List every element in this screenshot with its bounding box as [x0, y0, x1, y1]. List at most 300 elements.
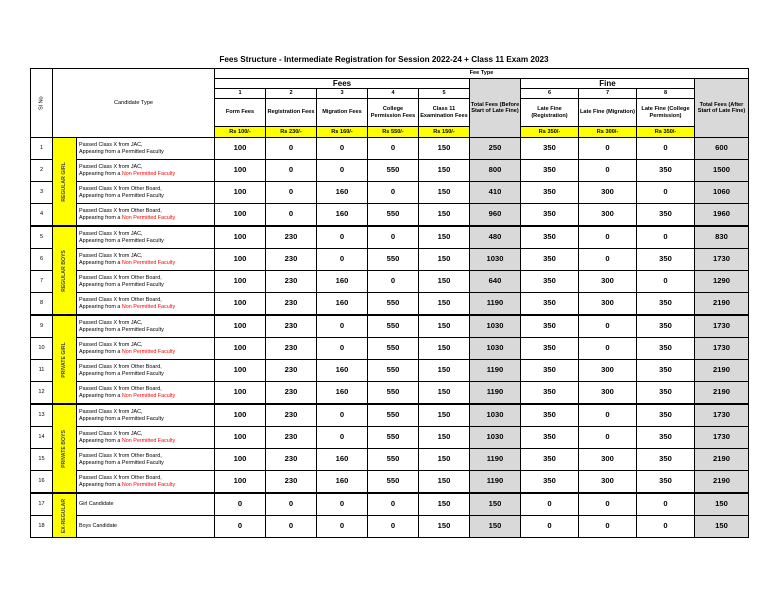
fee-cell: 350: [637, 293, 695, 316]
col-amount: Rs 300/-: [579, 127, 637, 138]
fee-cell: 550: [368, 204, 419, 227]
candidate-type-line: Passed Class X from Other Board,: [79, 452, 162, 459]
table-row: [31, 315, 749, 338]
fee-cell: 0: [368, 226, 419, 249]
fine-group-header: Fine: [521, 79, 695, 89]
fee-cell: 150: [419, 404, 470, 427]
fee-cell: 0: [317, 493, 368, 516]
col-amount: Rs 100/-: [215, 127, 266, 138]
fee-cell: 150: [419, 338, 470, 360]
col-amount: Rs 160/-: [317, 127, 368, 138]
fee-cell: 160: [317, 471, 368, 494]
fee-cell: 160: [317, 382, 368, 405]
fee-cell: 100: [215, 404, 266, 427]
non-permitted-warning: Non Permitted Faculty: [121, 392, 176, 399]
col-num: 4: [368, 89, 419, 99]
sl-no-cell: 8: [31, 293, 53, 316]
fee-cell: 230: [266, 293, 317, 316]
fee-cell: 0: [266, 182, 317, 204]
fee-cell: 550: [368, 449, 419, 471]
candidate-type-line: [79, 438, 214, 445]
total-before-cell: 480: [470, 226, 521, 249]
candidate-type-text: Appearing from a: [79, 481, 122, 488]
candidate-type-line: [79, 171, 214, 178]
candidate-type-line: [79, 327, 214, 334]
fee-cell: 160: [317, 293, 368, 316]
sl-no-cell: 9: [31, 315, 53, 338]
fee-cell: 0: [579, 226, 637, 249]
candidate-type-line: Passed Class X from JAC,: [79, 230, 143, 237]
total-after-cell: 1960: [695, 204, 749, 227]
fee-cell: 550: [368, 427, 419, 449]
candidate-type-text: Appearing from a: [79, 259, 122, 266]
candidate-type-text: Appearing from a Permitted Faculty: [79, 459, 164, 466]
candidate-type-cell: [77, 293, 215, 316]
fee-cell: 350: [637, 382, 695, 405]
candidate-type-text: Appearing from a Permitted Faculty: [79, 237, 164, 244]
total-after-cell: 2190: [695, 360, 749, 382]
col-num: 8: [637, 89, 695, 99]
fee-cell: 0: [579, 493, 637, 516]
category-label: [53, 493, 77, 538]
fee-cell: 550: [368, 360, 419, 382]
fee-type-header: Fee Type: [215, 69, 749, 79]
total-after-cell: 1500: [695, 160, 749, 182]
total-before-cell: 250: [470, 138, 521, 160]
total-before-cell: 1190: [470, 449, 521, 471]
category-label: [53, 315, 77, 404]
fee-cell: 0: [317, 516, 368, 538]
fee-cell: 150: [419, 427, 470, 449]
fee-cell: 150: [419, 160, 470, 182]
sl-no-cell: 17: [31, 493, 53, 516]
fee-cell: 100: [215, 249, 266, 271]
fee-cell: 160: [317, 271, 368, 293]
fee-cell: 350: [521, 315, 579, 338]
col-amount: Rs 230/-: [266, 127, 317, 138]
col-label-late-fine-college-permission: Late Fine (College Permission): [637, 99, 695, 127]
total-before-cell: 1030: [470, 427, 521, 449]
col-label-late-fine-migration: Late Fine (Migration): [579, 99, 637, 127]
candidate-type-line: Passed Class X from Other Board,: [79, 296, 162, 303]
total-before-cell: 1190: [470, 293, 521, 316]
total-after-cell: 1730: [695, 249, 749, 271]
fee-cell: 0: [368, 493, 419, 516]
col-num: 7: [579, 89, 637, 99]
candidate-type-cell: [77, 138, 215, 160]
sl-no-cell: 6: [31, 249, 53, 271]
fee-cell: 150: [419, 360, 470, 382]
fee-cell: 350: [521, 360, 579, 382]
candidate-type-cell: [77, 204, 215, 227]
fee-cell: 550: [368, 315, 419, 338]
sl-no-cell: 7: [31, 271, 53, 293]
fee-cell: 100: [215, 382, 266, 405]
fee-cell: 350: [637, 160, 695, 182]
candidate-type-line: Passed Class X from JAC,: [79, 430, 143, 437]
candidate-type-cell: Boys Candidate: [77, 516, 215, 538]
candidate-type-text: Appearing from a: [79, 303, 122, 310]
category-text: EX-REGULAR: [60, 498, 67, 533]
candidate-type-line: [79, 349, 214, 356]
category-label: [53, 226, 77, 315]
fee-cell: 0: [368, 138, 419, 160]
candidate-type-line: Passed Class X from Other Board,: [79, 385, 162, 392]
fee-cell: 100: [215, 427, 266, 449]
sl-no-cell: 10: [31, 338, 53, 360]
fee-cell: 350: [521, 471, 579, 494]
fee-cell: 100: [215, 226, 266, 249]
fees-table: [30, 68, 749, 538]
fee-cell: 350: [521, 338, 579, 360]
sl-no-cell: 18: [31, 516, 53, 538]
fee-cell: 0: [637, 493, 695, 516]
fee-cell: 0: [579, 516, 637, 538]
total-before-cell: 640: [470, 271, 521, 293]
fee-cell: 0: [637, 182, 695, 204]
fee-cell: 550: [368, 293, 419, 316]
sl-no-cell: 4: [31, 204, 53, 227]
total-before-cell: 1030: [470, 249, 521, 271]
fees-table-body: [31, 69, 749, 538]
candidate-type-text: Appearing from a: [79, 392, 122, 399]
fee-cell: 0: [266, 160, 317, 182]
total-after-cell: 1060: [695, 182, 749, 204]
sl-no-header: Sl No: [31, 69, 53, 138]
total-before-cell: 1030: [470, 315, 521, 338]
candidate-type-text: Appearing from a: [79, 214, 122, 221]
candidate-type-line: Passed Class X from Other Board,: [79, 274, 162, 281]
fee-cell: 550: [368, 249, 419, 271]
fee-cell: 550: [368, 338, 419, 360]
fee-cell: 350: [637, 204, 695, 227]
table-row: [31, 293, 749, 316]
fee-cell: 0: [579, 338, 637, 360]
fee-cell: 350: [521, 182, 579, 204]
table-row: [31, 493, 749, 516]
table-row: [31, 360, 749, 382]
col-label-late-fine-registration: Late Fine (Registration): [521, 99, 579, 127]
table-row: [31, 204, 749, 227]
candidate-type-header: Candidate Type: [53, 69, 215, 138]
fee-cell: 150: [419, 249, 470, 271]
fee-cell: 0: [579, 138, 637, 160]
total-after-cell: 1730: [695, 404, 749, 427]
col-num: 6: [521, 89, 579, 99]
sl-no-cell: 12: [31, 382, 53, 405]
fee-cell: 300: [579, 271, 637, 293]
fee-cell: 0: [579, 427, 637, 449]
total-before-cell: 1030: [470, 338, 521, 360]
fee-cell: 350: [521, 404, 579, 427]
fee-cell: 0: [317, 249, 368, 271]
sl-no-cell: 13: [31, 404, 53, 427]
candidate-type-line: Passed Class X from JAC,: [79, 408, 143, 415]
candidate-type-line: Passed Class X from JAC,: [79, 163, 143, 170]
fee-cell: 300: [579, 471, 637, 494]
fee-cell: 350: [521, 160, 579, 182]
fee-cell: 350: [637, 427, 695, 449]
fee-cell: 350: [637, 338, 695, 360]
category-label: [53, 138, 77, 227]
table-row: [31, 338, 749, 360]
total-after-cell: 1730: [695, 315, 749, 338]
table-row: [31, 382, 749, 405]
fee-cell: 150: [419, 138, 470, 160]
total-before-cell: 800: [470, 160, 521, 182]
fee-cell: 0: [579, 315, 637, 338]
candidate-type-cell: [77, 382, 215, 405]
candidate-type-cell: [77, 449, 215, 471]
fee-cell: 100: [215, 293, 266, 316]
fee-cell: 300: [579, 382, 637, 405]
total-after-cell: 1290: [695, 271, 749, 293]
fee-cell: 350: [521, 427, 579, 449]
fee-cell: 350: [637, 360, 695, 382]
fee-cell: 0: [368, 516, 419, 538]
candidate-type-cell: [77, 160, 215, 182]
fee-cell: 100: [215, 338, 266, 360]
col-num: 1: [215, 89, 266, 99]
candidate-type-line: Passed Class X from JAC,: [79, 319, 143, 326]
fee-cell: 0: [215, 493, 266, 516]
non-permitted-warning: Non Permitted Faculty: [121, 214, 176, 221]
table-row: [31, 427, 749, 449]
fee-cell: 0: [317, 404, 368, 427]
col-label-college-permission-fees: College Permission Fees: [368, 99, 419, 127]
candidate-type-cell: [77, 338, 215, 360]
total-before-cell: 1190: [470, 382, 521, 405]
fee-cell: 230: [266, 471, 317, 494]
candidate-type-cell: [77, 404, 215, 427]
candidate-type-cell: [77, 315, 215, 338]
fee-cell: 160: [317, 204, 368, 227]
non-permitted-warning: Non Permitted Faculty: [121, 303, 176, 310]
candidate-type-line: Passed Class X from Other Board,: [79, 207, 162, 214]
candidate-type-line: [79, 393, 214, 400]
total-before-cell: 1190: [470, 360, 521, 382]
fee-cell: 0: [317, 338, 368, 360]
candidate-type-line: [79, 238, 214, 245]
category-text: PRIVATE BOYS: [60, 429, 67, 468]
candidate-type-line: [79, 482, 214, 489]
fee-cell: 100: [215, 271, 266, 293]
fee-cell: 150: [419, 449, 470, 471]
fee-cell: 0: [579, 160, 637, 182]
fee-cell: 230: [266, 271, 317, 293]
table-row: [31, 516, 749, 538]
candidate-type-line: Passed Class X from JAC,: [79, 141, 143, 148]
fee-cell: 350: [521, 138, 579, 160]
fee-cell: 0: [368, 271, 419, 293]
fee-cell: 350: [521, 204, 579, 227]
sl-no-cell: 15: [31, 449, 53, 471]
fee-cell: 100: [215, 315, 266, 338]
fee-cell: 230: [266, 249, 317, 271]
fee-cell: 350: [637, 404, 695, 427]
candidate-type-line: [79, 282, 214, 289]
total-after-cell: 2190: [695, 382, 749, 405]
total-before-cell: 1030: [470, 404, 521, 427]
sl-no-cell: 2: [31, 160, 53, 182]
candidate-type-cell: [77, 271, 215, 293]
total-after-cell: 150: [695, 516, 749, 538]
col-amount: Rs 350/-: [637, 127, 695, 138]
candidate-type-text: Appearing from a: [79, 348, 122, 355]
fee-cell: 100: [215, 360, 266, 382]
fee-cell: 150: [419, 293, 470, 316]
candidate-type-cell: [77, 427, 215, 449]
sl-no-cell: 1: [31, 138, 53, 160]
category-label: [53, 404, 77, 493]
total-after-header: Total Fees (After Start of Late Fine): [695, 79, 749, 138]
fee-cell: 300: [579, 360, 637, 382]
candidate-type-text: Appearing from a Permitted Faculty: [79, 192, 164, 199]
table-row: [31, 249, 749, 271]
fee-cell: 0: [637, 226, 695, 249]
category-text: REGULAR BOYS: [60, 249, 67, 292]
candidate-type-text: Appearing from a Permitted Faculty: [79, 281, 164, 288]
candidate-type-cell: [77, 471, 215, 494]
candidate-type-line: [79, 149, 214, 156]
sl-no-cell: 16: [31, 471, 53, 494]
table-row: [31, 404, 749, 427]
fee-cell: 300: [579, 449, 637, 471]
fee-cell: 150: [419, 471, 470, 494]
fee-cell: 230: [266, 449, 317, 471]
fee-cell: 350: [521, 382, 579, 405]
fee-cell: 230: [266, 382, 317, 405]
non-permitted-warning: Non Permitted Faculty: [121, 437, 176, 444]
fee-cell: 0: [637, 138, 695, 160]
fee-cell: 230: [266, 360, 317, 382]
candidate-type-line: Passed Class X from Other Board,: [79, 474, 162, 481]
fee-cell: 0: [266, 493, 317, 516]
table-row: [31, 138, 749, 160]
fee-cell: 230: [266, 315, 317, 338]
fee-cell: 550: [368, 404, 419, 427]
fee-cell: 0: [579, 249, 637, 271]
candidate-type-cell: Girl Candidate: [77, 493, 215, 516]
fee-cell: 100: [215, 449, 266, 471]
total-after-cell: 1730: [695, 427, 749, 449]
fee-cell: 350: [521, 293, 579, 316]
fee-cell: 0: [266, 138, 317, 160]
fee-cell: 300: [579, 293, 637, 316]
candidate-type-cell: [77, 249, 215, 271]
candidate-type-text: Appearing from a Permitted Faculty: [79, 370, 164, 377]
total-after-cell: 2190: [695, 471, 749, 494]
fee-cell: 160: [317, 360, 368, 382]
table-row: [31, 182, 749, 204]
fee-cell: 0: [521, 516, 579, 538]
candidate-type-line: [79, 215, 214, 222]
fee-cell: 160: [317, 182, 368, 204]
candidate-type-line: [79, 371, 214, 378]
sl-no-cell: 11: [31, 360, 53, 382]
fee-cell: 0: [266, 516, 317, 538]
candidate-type-line: [79, 304, 214, 311]
candidate-type-text: Appearing from a Permitted Faculty: [79, 326, 164, 333]
total-before-cell: 150: [470, 516, 521, 538]
col-amount: Rs 150/-: [419, 127, 470, 138]
total-before-cell: 960: [470, 204, 521, 227]
candidate-type-text: Appearing from a: [79, 170, 122, 177]
total-before-header: Total Fees (Before Start of Late Fine): [470, 79, 521, 138]
fee-cell: 350: [637, 471, 695, 494]
fee-cell: 0: [637, 271, 695, 293]
fee-cell: 350: [637, 449, 695, 471]
fee-cell: 300: [579, 204, 637, 227]
fee-cell: 150: [419, 271, 470, 293]
total-after-cell: 600: [695, 138, 749, 160]
col-num: 2: [266, 89, 317, 99]
col-num: 3: [317, 89, 368, 99]
page-title: Fees Structure - Intermediate Registration for Session 2022-24 + Class 11 Exam 2023: [219, 55, 549, 64]
candidate-type-line: Passed Class X from Other Board,: [79, 363, 162, 370]
sl-no-cell: 5: [31, 226, 53, 249]
fee-cell: 0: [215, 516, 266, 538]
fee-cell: 300: [579, 182, 637, 204]
candidate-type-line: [79, 193, 214, 200]
total-after-cell: 2190: [695, 293, 749, 316]
table-row: [31, 471, 749, 494]
fee-cell: 150: [419, 493, 470, 516]
table-row: [31, 449, 749, 471]
fee-cell: 150: [419, 382, 470, 405]
total-before-cell: 150: [470, 493, 521, 516]
candidate-type-line: [79, 260, 214, 267]
fee-cell: 350: [521, 249, 579, 271]
fee-cell: 0: [521, 493, 579, 516]
fee-cell: 150: [419, 226, 470, 249]
fee-cell: 150: [419, 516, 470, 538]
col-label-registration-fees: Registration Fees: [266, 99, 317, 127]
candidate-type-text: Appearing from a: [79, 437, 122, 444]
fee-cell: 230: [266, 226, 317, 249]
fee-cell: 350: [637, 315, 695, 338]
fee-cell: 100: [215, 204, 266, 227]
fee-cell: 160: [317, 449, 368, 471]
candidate-type-line: Passed Class X from Other Board,: [79, 185, 162, 192]
candidate-type-cell: [77, 360, 215, 382]
candidate-type-cell: [77, 182, 215, 204]
fee-cell: 0: [317, 138, 368, 160]
total-after-cell: 830: [695, 226, 749, 249]
table-row: [31, 271, 749, 293]
total-after-cell: 150: [695, 493, 749, 516]
fee-cell: 0: [579, 404, 637, 427]
fee-cell: 150: [419, 204, 470, 227]
fee-cell: 0: [637, 516, 695, 538]
sl-no-cell: 3: [31, 182, 53, 204]
table-row: [31, 160, 749, 182]
fee-cell: 550: [368, 160, 419, 182]
candidate-type-line: Passed Class X from JAC,: [79, 252, 143, 259]
candidate-type-text: Appearing from a Permitted Faculty: [79, 148, 164, 155]
fee-cell: 350: [521, 449, 579, 471]
candidate-type-line: [79, 460, 214, 467]
sl-no-cell: 14: [31, 427, 53, 449]
col-label-migration-fees: Migration Fees: [317, 99, 368, 127]
candidate-type-cell: [77, 226, 215, 249]
category-text: REGULAR GIRL: [60, 161, 67, 202]
fee-cell: 150: [419, 182, 470, 204]
total-after-cell: 1730: [695, 338, 749, 360]
col-num: 5: [419, 89, 470, 99]
fee-cell: 0: [266, 204, 317, 227]
fee-cell: 230: [266, 427, 317, 449]
